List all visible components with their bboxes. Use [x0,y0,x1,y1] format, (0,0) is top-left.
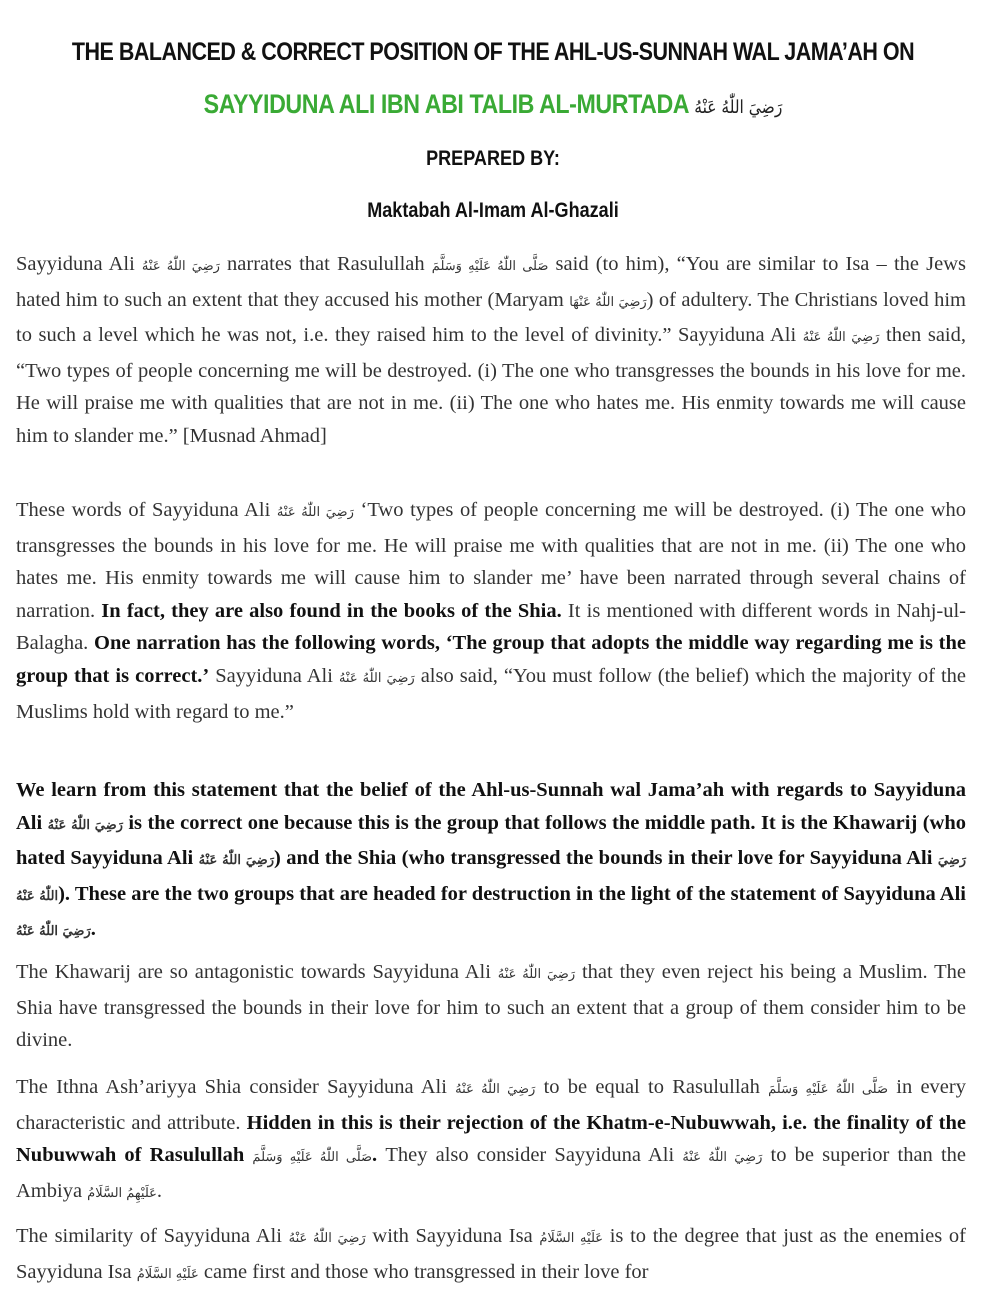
honorific-calligraphy: رَضِيَ اللّٰهُ عَنْهُ [338,670,415,686]
text-run: Sayyiduna Ali [16,253,142,275]
honorific-calligraphy: رَضِيَ اللّٰهُ عَنْهُ [802,330,880,346]
bold-text-run: One narration has the following words, ‘The group that adopts the middle way regarding me is the group that is correct.’ [16,632,966,687]
prepared-by-label: PREPARED BY: [426,147,560,170]
bold-text-run: ). These are the two groups that are headed for destruction in the light of the statement of Sayyiduna Ali [58,882,966,905]
honorific-calligraphy: عَلَيْهِ السَّلَامُ [539,1231,604,1246]
bold-text-run: ) and the Shia (who transgressed the bounds in their love for Sayyiduna Ali [273,847,938,870]
honorific-calligraphy: رَضِيَ اللّٰهُ عَنْهُ [16,924,91,940]
bold-text-run: Hidden in this is their rejection of the Khatm-e-Nubuwwah, i.e. the finality of the Nubuwwah of Rasulullah [16,1111,966,1167]
title-line-2-text: SAYYIDUNA ALI IBN ABI TALIB AL-MURTADA [203,89,689,119]
text-run: It is mentioned with different words in Nahj-ul-Balagha. [16,599,966,655]
text-run: The Ithna Ash’ariyya Shia consider Sayyiduna Ali [16,1076,456,1098]
author-name: Maktabah Al-Imam Al-Ghazali [367,199,619,222]
paragraph-4 [16,956,966,1057]
honorific-calligraphy: صَلَّى اللّٰهُ عَلَيْهِ وَسَلَّمَ [252,1150,373,1166]
honorific-calligraphy: رَضِيَ اللّٰهُ عَنْهُ [694,97,783,118]
text-run: also said, “You must follow (the belief) which the majority of the Muslims hold with regard to me.” [16,664,966,723]
text-run: that they even reject his being a Muslim. The Shia have transgressed the bounds in their love for him to such an extent that a group of them consider him to be divine. [16,961,967,1052]
bold-text-run: We learn from this statement that the belief of the Ahl-us-Sunnah wal Jama’ah with regards to Sayyiduna Ali [16,779,966,834]
paragraph-6 [16,1220,966,1291]
honorific-calligraphy: رَضِيَ اللّٰهُ عَنْهُ [141,259,220,274]
text-run: is to the degree that just as the enemies of Sayyiduna Isa [16,1225,966,1283]
text-run: ‘Two types of people concerning me will be destroyed. (i) The one who transgresses the bounds in his love for me. He will praise me with qualities that are not in me. (ii) The one who hates me. His enmity towards me will cause him to slander me’ have been narrated through several chains of narration. [16,499,966,622]
title-line-2 [69,89,917,120]
text-run: came first and those who transgressed in their love for [198,1260,649,1283]
text-run: The Khawarij are so antagonistic towards Sayyiduna Ali [16,961,498,983]
honorific-calligraphy: رَضِيَ اللّٰهُ عَنْهُ [16,853,967,904]
honorific-calligraphy: صَلَّى اللّٰهُ عَلَيْهِ وَسَلَّمَ [768,1082,889,1097]
honorific-calligraphy: رَضِيَ اللّٰهُ عَنْهُ [682,1150,763,1166]
title-line-1: THE BALANCED & CORRECT POSITION OF THE AHL-US-SUNNAH WAL JAMA’AH ON [71,38,915,66]
honorific-calligraphy: رَضِيَ اللّٰهُ عَنْهُ [198,853,274,869]
text-run: They also consider Sayyiduna Ali [377,1144,683,1167]
paragraph-2 [16,494,966,728]
text-run: The similarity of Sayyiduna Ali [16,1225,289,1247]
text-run: with Sayyiduna Isa [365,1225,540,1247]
text-run: ) of adultery. The Christians loved him to such a level which he was not, i.e. they raised him to the level of divinity.” Sayyiduna Ali [16,288,966,347]
honorific-calligraphy: رَضِيَ اللّٰهُ عَنْهُ [497,967,576,982]
text-run: then said, “Two types of people concerning me will be destroyed. (i) The one who transgresses the bounds in his love for me. He will praise me with qualities that are not in me. (ii) The one who hates me. His enmity towards me will cause him to slander me.” [Musnad Ahmad] [16,324,966,447]
honorific-calligraphy: عَلَيْهِمُ السَّلَامُ [87,1185,157,1201]
bold-text-run: In fact, they are also found in the books of the Shia. [101,599,562,622]
honorific-calligraphy: عَلَيْهِ السَّلَامُ [136,1266,199,1282]
bold-text-run: . [90,918,96,941]
honorific-calligraphy: رَضِيَ اللّٰهُ عَنْهُ [288,1231,366,1246]
text-run: Sayyiduna Ali [209,664,339,687]
text-run: to be superior than the Ambiya [16,1144,967,1202]
text-run: These words of Sayyiduna Ali [16,499,277,521]
paragraph-5 [16,1071,966,1210]
paragraph-3 [16,774,966,949]
honorific-calligraphy: صَلَّى اللّٰهُ عَلَيْهِ وَسَلَّمَ [431,259,549,274]
text-run: narrates that Rasulullah [219,253,432,275]
text-run: said (to him), “You are similar to Isa – the Jews hated him to such an extent that they accused his mother (Maryam [16,253,967,311]
honorific-calligraphy: رَضِيَ اللّٰهُ عَنْهُ [47,817,123,833]
honorific-calligraphy: رَضِيَ اللّٰهُ عَنْهَا [569,294,647,310]
text-run: to be equal to Rasulullah [535,1076,769,1098]
paragraph-1 [16,248,966,453]
bold-text-run: is the correct one because this is the group that follows the middle path. It is the Khawarij (who hated Sayyiduna Ali [16,811,966,870]
text-run: . [156,1179,163,1202]
honorific-calligraphy: رَضِيَ اللّٰهُ عَنْهُ [455,1082,536,1097]
bold-text-run: . [372,1144,378,1167]
honorific-calligraphy: رَضِيَ اللّٰهُ عَنْهُ [276,505,354,520]
text-run: in every characteristic and attribute. [16,1076,966,1134]
